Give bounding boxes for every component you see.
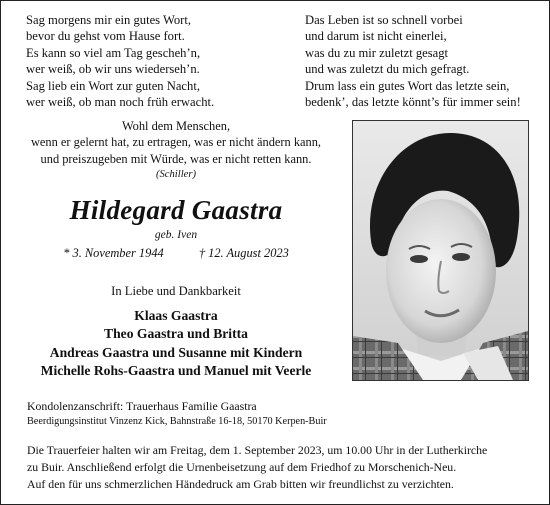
condolence-address	[27, 399, 327, 429]
poem-line: wer weiß, ob man noch früh erwacht.	[26, 95, 215, 110]
poem-line: Das Leben ist so schnell vorbei	[305, 13, 463, 27]
poem-line: und was zuletzt du mich gefragt.	[305, 62, 470, 77]
poem-line: Sag morgens mir ein gutes Wort,	[26, 13, 192, 27]
poem-line: Drum lass ein gutes Wort das letzte sein,	[305, 78, 510, 93]
poem-line: bedenk’, das letzte könnt’s für immer sein!	[305, 95, 521, 110]
mourner: Theo Gaastra und Britta	[104, 326, 248, 342]
death-date: † 12. August 2023	[198, 246, 289, 260]
quote-author: (Schiller)	[155, 169, 196, 181]
mourning-phrase: In Liebe und Dankbarkeit	[111, 284, 241, 298]
poem-line: bevor du gehst vom Hause fort.	[26, 29, 185, 44]
quote-line: und preiszugeben mit Würde, was er nicht retten kann.	[40, 151, 312, 166]
condolence-line: Kondolenzanschrift: Trauerhaus Familie Gaastra	[27, 399, 257, 413]
funeral-line: Auf den für uns schmerzlichen Händedruck am Grab bitten wir freundlichst zu verzichten.	[27, 477, 454, 491]
poem-line: Es kann so viel am Tag gescheh’n,	[26, 45, 201, 60]
poem-left	[26, 12, 266, 110]
poem-line: was du zu mir zuletzt gesagt	[305, 45, 449, 60]
funeral-line: zu Buir. Anschließend erfolgt die Urnenbeisetzung auf dem Friedhof zu Morschenich-Neu.	[27, 460, 457, 474]
portrait-photo	[352, 120, 529, 381]
mourner: Michelle Rohs-Gaastra und Manuel mit Veerle	[40, 363, 312, 379]
funeral-info	[27, 442, 531, 493]
funeral-home-line: Beerdigungsinstitut Vinzenz Kick, Bahnstraße 16-18, 50170 Kerpen-Buir	[27, 416, 327, 427]
birth-name: geb. Iven	[154, 229, 198, 241]
quote-line: wenn er gelernt hat, zu ertragen, was er nicht ändern kann,	[30, 135, 322, 150]
mourner: Klaas Gaastra	[134, 308, 218, 323]
life-dates	[21, 246, 331, 261]
birth-date: * 3. November 1944	[63, 246, 164, 260]
quote-line: Wohl dem Menschen,	[121, 119, 231, 133]
deceased-name: Hildegard Gaastra	[69, 195, 283, 225]
mourners-list	[21, 307, 331, 381]
poem-line: und darum ist nicht einerlei,	[305, 29, 447, 44]
poem-line: wer weiß, ob wir uns wiederseh’n.	[26, 62, 200, 77]
poem-right	[305, 12, 545, 110]
poem-line: Sag lieb ein Wort zur guten Nacht,	[26, 78, 200, 93]
schiller-quote	[21, 118, 331, 184]
funeral-line: Die Trauerfeier halten wir am Freitag, dem 1. September 2023, um 10.00 Uhr in der Lutherkirche	[27, 443, 488, 457]
mourner: Andreas Gaastra und Susanne mit Kindern	[49, 344, 303, 360]
